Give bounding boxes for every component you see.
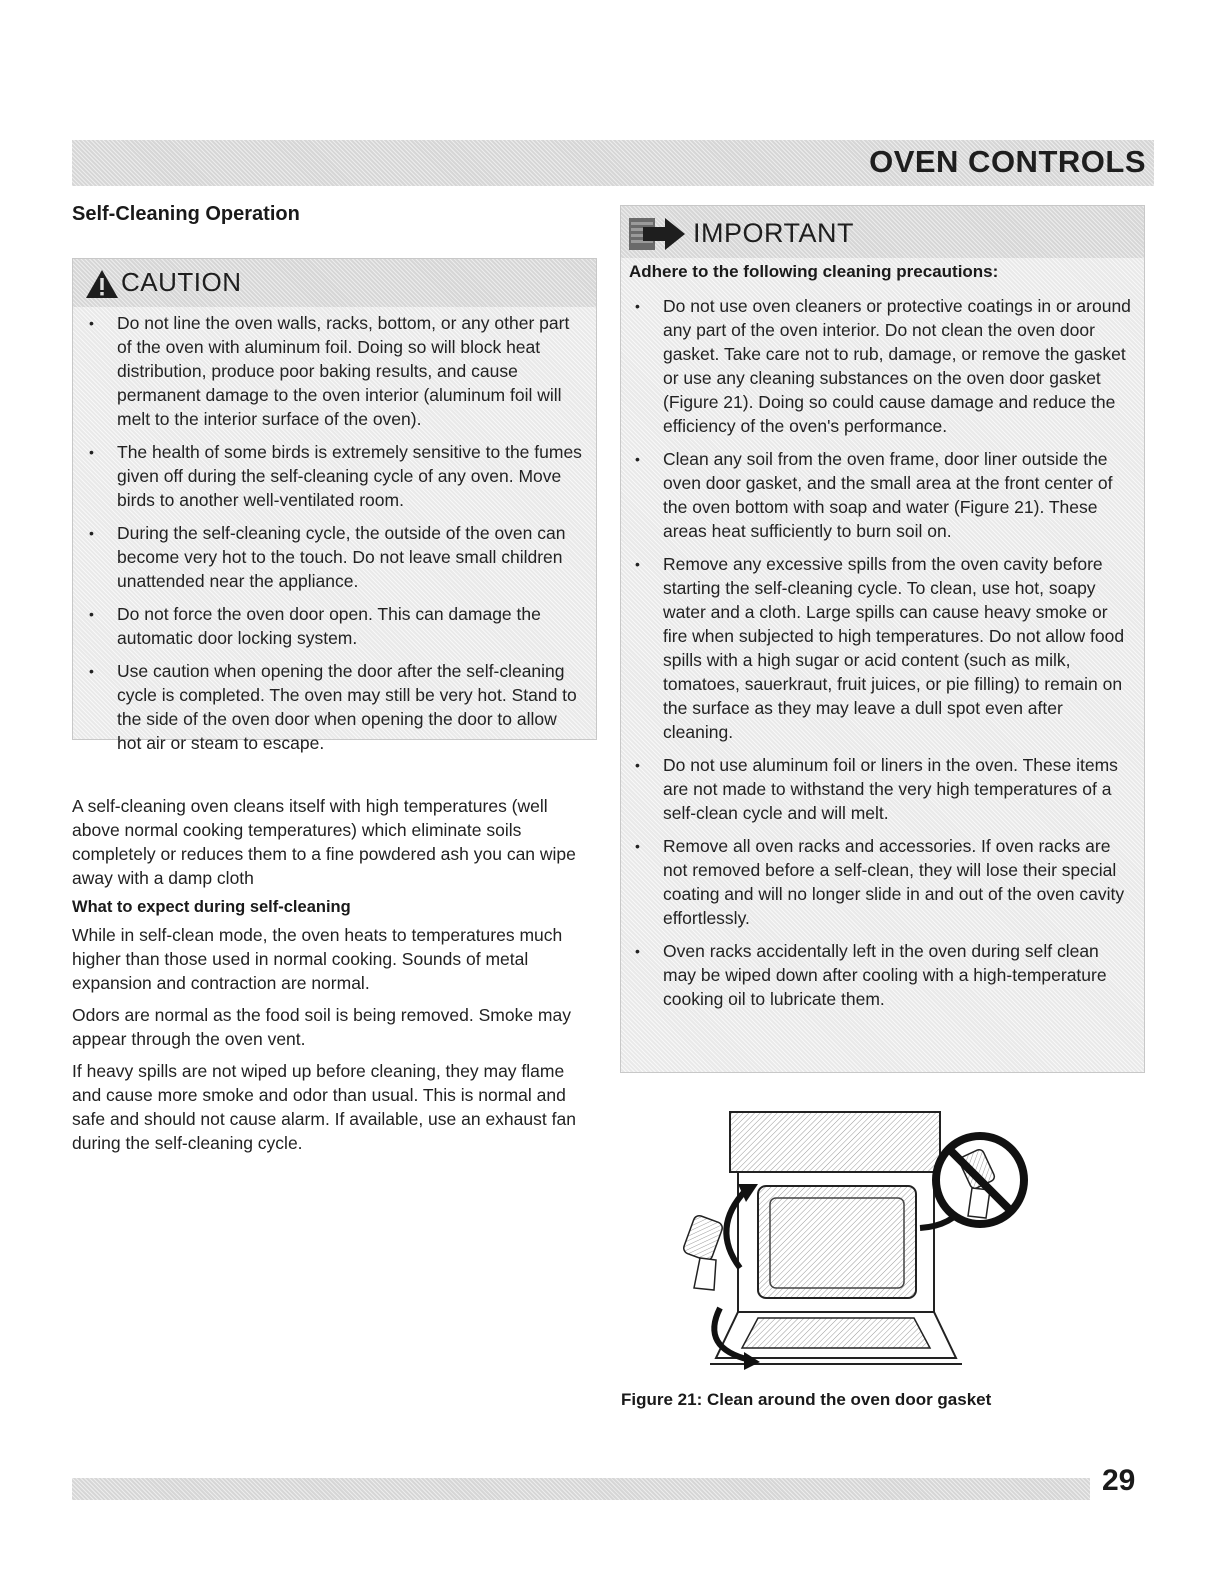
body-paragraph: While in self-clean mode, the oven heats to temperatures much higher than those used in normal cooking. Sounds of metal expansion and contraction are normal. [72, 925, 563, 993]
important-item: • Remove any excessive spills from the oven cavity before starting the self-cleaning cycle. To clean, use hot, soapy water and a cloth. Large spills can cause heavy smoke or fire when subjected to high temperatures. Do not allow food spills with a high sugar or acid content (such as milk, tomatoes, sauerkraut, fruit juices, or pie filling) to remain on the surface as they may leave a dull spot even after cleaning. [621, 552, 1133, 744]
body-paragraph: If heavy spills are not wiped up before cleaning, they may flame and cause more smoke and odor than usual. This is normal and safe and should not cause alarm. If available, use an exhaust fan during the self-cleaning cycle. [72, 1061, 576, 1153]
important-label: IMPORTANT [693, 218, 855, 248]
caution-item: • During the self-cleaning cycle, the outside of the oven can become very hot to the touch. Do not leave small children unattended near the appliance. [75, 521, 583, 593]
important-subheading: Adhere to the following cleaning precautions: [629, 262, 999, 281]
footer-band [72, 1478, 1090, 1500]
important-item: • Do not use aluminum foil or liners in the oven. These items are not made to withstand the very high temperatures of a self-clean cycle and will melt. [621, 753, 1133, 825]
section-heading: Self-Cleaning Operation [72, 203, 300, 225]
caution-item: • Do not force the oven door open. This can damage the automatic door locking system. [75, 602, 583, 650]
left-body [72, 794, 597, 1163]
important-item: • Remove all oven racks and accessories. If oven racks are not removed before a self-clean, they will lose their special coating and will no longer slide in and out of the oven cavity effortlessly. [621, 834, 1133, 930]
intro-paragraph: A self-cleaning oven cleans itself with high temperatures (well above normal cooking temperatures) which eliminate soils completely or reduces them to a fine powdered ash you can wipe away with a damp cloth [72, 796, 576, 888]
caution-list [75, 311, 583, 764]
caution-item: • Use caution when opening the door after the self-cleaning cycle is completed. The oven may still be very hot. Stand to the side of the oven door when opening the door to allow hot air or steam to escape. [75, 659, 583, 755]
caution-item: • Do not line the oven walls, racks, bottom, or any other part of the oven with aluminum foil. Doing so will block heat distribution, produce poor baking results, and cause permanent damage to the oven interior (aluminum foil will melt to the interior surface of the oven). [75, 311, 583, 431]
caution-label: CAUTION [121, 267, 242, 297]
important-list [621, 294, 1133, 1020]
caution-item: • The health of some birds is extremely sensitive to the fumes given off during the self-cleaning cycle of any oven. Move birds to another well-ventilated room. [75, 440, 583, 512]
subheading: What to expect during self-cleaning [72, 898, 351, 916]
body-paragraph: Odors are normal as the food soil is being removed. Smoke may appear through the oven vent. [72, 1005, 571, 1049]
figure-caption: Figure 21: Clean around the oven door gasket [621, 1390, 992, 1409]
important-box [620, 205, 1145, 1073]
important-item: • Do not use oven cleaners or protective coatings in or around any part of the oven interior. Do not clean the oven door gasket. Take care not to rub, damage, or remove the gasket or use any cleaning substances on the oven door gasket (Figure 21). Doing so could cause damage and reduce the efficiency of the oven's performance. [621, 294, 1133, 438]
warning-triangle-icon [85, 269, 119, 299]
caution-banner [73, 259, 596, 307]
header-band [72, 140, 1154, 186]
important-item: • Oven racks accidentally left in the oven during self clean may be wiped down after cooling with a high-temperature cooking oil to lubricate them. [621, 939, 1133, 1011]
important-banner [621, 206, 1144, 258]
important-item: • Clean any soil from the oven frame, door liner outside the oven door gasket, and the small area at the front center of the oven bottom with soap and water (Figure 21). These areas heat sufficiently to burn soil on. [621, 447, 1133, 543]
oven-door-gasket-figure [680, 1108, 1040, 1378]
caution-box [72, 258, 597, 753]
page-number: 29 [1102, 1464, 1136, 1497]
page-section-title: OVEN CONTROLS [869, 144, 1146, 179]
arrow-right-icon [629, 216, 689, 252]
